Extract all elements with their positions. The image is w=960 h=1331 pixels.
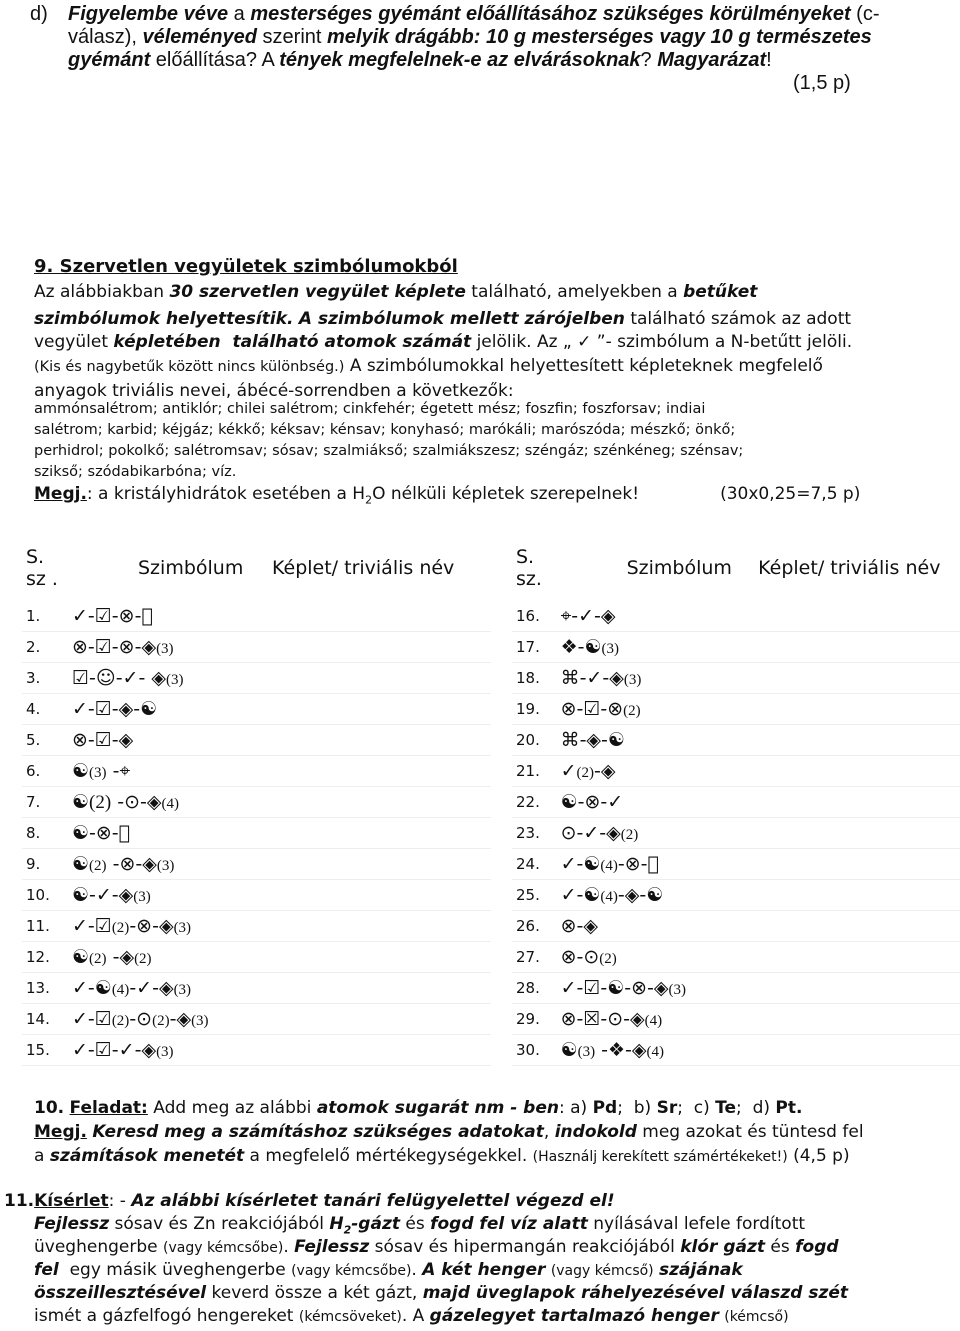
row-answer-cell[interactable]: [754, 911, 960, 942]
row-number: 19.: [512, 694, 557, 725]
table-row: [512, 663, 960, 694]
task-10-line: Megj. Keresd meg a számításhoz szükséges adatokat, indokold meg azokat és tüntesd fel: [34, 1122, 864, 1142]
table-row: [512, 973, 960, 1004]
task-9-line: salétrom; karbid; kéjgáz; kékkő; kéksav; kénsav; konyhasó; marókáli; marószóda; mészkő; önkő;: [34, 422, 736, 438]
row-answer-cell[interactable]: [268, 663, 491, 694]
row-number: 20.: [512, 725, 557, 756]
row-symbol-formula: ⊙-✓-◈(2): [557, 818, 755, 849]
row-answer-cell[interactable]: [754, 787, 960, 818]
row-number: 4.: [22, 694, 68, 725]
row-answer-cell[interactable]: [268, 849, 491, 880]
row-symbol-formula: ✓-☯(4)-⊗-⃠: [557, 849, 755, 880]
table-row: [22, 973, 491, 1004]
row-symbol-formula: ✓-☑-☯-⊗-◈(3): [557, 973, 755, 1004]
row-number: 12.: [22, 942, 68, 973]
row-symbol-formula: ⌘-✓-◈(3): [557, 663, 755, 694]
row-answer-cell[interactable]: [268, 973, 491, 1004]
row-answer-cell[interactable]: [754, 632, 960, 663]
table-row: [22, 942, 491, 973]
row-symbol-formula: ⊗-☒-⊙-◈(4): [557, 1004, 755, 1035]
row-answer-cell[interactable]: [268, 694, 491, 725]
row-number: 3.: [22, 663, 68, 694]
task-9-title: 9. Szervetlen vegyületek szimbólumokból: [34, 256, 458, 277]
row-symbol-formula: ⊗-☑-◈: [68, 725, 268, 756]
table-row: [512, 787, 960, 818]
table-row: [22, 849, 491, 880]
row-symbol-formula: ❖-☯(3): [557, 632, 755, 663]
row-symbol-formula: ✓-☑-⊗-⃠: [68, 601, 268, 632]
row-number: 17.: [512, 632, 557, 663]
table-row: [512, 1035, 960, 1066]
task-9-line: Az alábbiakban 30 szervetlen vegyület képlete található, amelyekben a betűket: [34, 282, 758, 302]
table-row: [512, 601, 960, 632]
task-9-line: perhidrol; pokolkő; salétromsav; sósav; szalmiákső; szalmiákszesz; széngáz; szénkéneg; szénsav;: [34, 443, 744, 459]
task-10-line: 10. Feladat: Add meg az alábbi atomok sugarát nm - ben: a) Pd; b) Sr; c) Te; d) Pt.: [34, 1098, 803, 1118]
row-symbol-formula: ⊗-☑-⊗(2): [557, 694, 755, 725]
table-row: [22, 880, 491, 911]
row-symbol-formula: ⌘-◈-☯: [557, 725, 755, 756]
table-row: [512, 725, 960, 756]
row-number: 26.: [512, 911, 557, 942]
table-row: [22, 725, 491, 756]
table-row: [512, 911, 960, 942]
header-formula: Képlet/ triviális név: [758, 557, 941, 579]
row-number: 25.: [512, 880, 557, 911]
task-11-line: fel egy másik üveghengerbe (vagy kémcsőbe). A két henger (vagy kémcső) szájának: [34, 1260, 743, 1280]
table-row: [512, 756, 960, 787]
row-answer-cell[interactable]: [754, 725, 960, 756]
header-number: S. sz.: [516, 546, 542, 590]
section-d-text: Figyelembe véve a mesterséges gyémánt előállításához szükséges körülményeket (c-válasz), véleményed szerint melyik drágább: 10 g mesterséges vagy 10 g természetes gyémánt előállítása? A tények megfelelnek-e az elvárásoknak? Magyarázat!: [68, 3, 880, 71]
task-9-line: vegyület képletében található atomok számát jelölik. Az „ ✓ ”- szimbólum a N-betűtt jelöli.: [34, 332, 853, 352]
table-header-row: [512, 535, 960, 601]
table-row: [22, 1004, 491, 1035]
table-row: [512, 849, 960, 880]
row-answer-cell[interactable]: [268, 725, 491, 756]
row-answer-cell[interactable]: [754, 849, 960, 880]
row-number: 30.: [512, 1035, 557, 1066]
section-d-points: (1,5 p): [793, 72, 851, 94]
row-number: 1.: [22, 601, 68, 632]
header-symbol: Szimbólum: [626, 557, 732, 579]
row-symbol-formula: ☯(3) -❖-◈(4): [557, 1035, 755, 1066]
table-row: [22, 1035, 491, 1066]
row-symbol-formula: ✓(2)-◈: [557, 756, 755, 787]
task-11-line: ismét a gázfelfogó hengereket (kémcsöveket). A gázelegyet tartalmazó henger (kémcső): [34, 1306, 789, 1326]
row-answer-cell[interactable]: [268, 880, 491, 911]
task-11-line: összeillesztésével keverd össze a két gázt, majd üveglapok ráhelyezésével válaszd szét: [34, 1283, 849, 1303]
row-number: 27.: [512, 942, 557, 973]
row-answer-cell[interactable]: [268, 1004, 491, 1035]
row-number: 28.: [512, 973, 557, 1004]
task-10-line: a számítások menetét a megfelelő mértékegységekkel. (Használj kerekített számértékeket!) (4,5 p): [34, 1146, 850, 1166]
row-symbol-formula: ☯-⊗-✓: [557, 787, 755, 818]
row-symbol-formula: ☯-✓-◈(3): [68, 880, 268, 911]
table-row: [22, 632, 491, 663]
symbol-table-right: [512, 535, 960, 1066]
row-number: 5.: [22, 725, 68, 756]
row-number: 2.: [22, 632, 68, 663]
task-11-line: Fejlessz sósav és Zn reakciójából $H_2$-gázt és fogd fel víz alatt nyílásával lefele fordított: [34, 1214, 806, 1237]
row-answer-cell[interactable]: [268, 911, 491, 942]
row-number: 15.: [22, 1035, 68, 1066]
row-symbol-formula: ✓-☑-✓-◈(3): [68, 1035, 268, 1066]
table-row: [512, 632, 960, 663]
task-9-line: Megj.: a kristályhidrátok esetében a $H_2O$ nélküli képletek szerepelnek! (30x0,25=7,5 p): [34, 484, 861, 507]
task-9-line: anyagok triviális nevei, ábécé-sorrendben a következők:: [34, 381, 514, 401]
row-answer-cell[interactable]: [268, 818, 491, 849]
row-symbol-formula: ☯(3) -⌖: [68, 756, 268, 787]
row-number: 14.: [22, 1004, 68, 1035]
row-symbol-formula: ☯(2) -◈(2): [68, 942, 268, 973]
row-symbol-formula: ✓-☑-◈-☯: [68, 694, 268, 725]
row-answer-cell[interactable]: [268, 942, 491, 973]
row-number: 21.: [512, 756, 557, 787]
row-number: 24.: [512, 849, 557, 880]
row-answer-cell[interactable]: [754, 694, 960, 725]
row-answer-cell[interactable]: [754, 1035, 960, 1066]
row-answer-cell[interactable]: [754, 756, 960, 787]
row-answer-cell[interactable]: [268, 601, 491, 632]
table-row: [512, 1004, 960, 1035]
row-symbol-formula: ⊗-◈: [557, 911, 755, 942]
table-header-row: [22, 535, 491, 601]
row-number: 8.: [22, 818, 68, 849]
row-number: 7.: [22, 787, 68, 818]
row-answer-cell[interactable]: [754, 818, 960, 849]
row-number: 29.: [512, 1004, 557, 1035]
row-number: 16.: [512, 601, 557, 632]
row-answer-cell[interactable]: [754, 663, 960, 694]
task-9-line: ammónsalétrom; antiklór; chilei salétrom; cinkfehér; égetett mész; foszfin; foszforsav; indiai: [34, 401, 706, 417]
row-symbol-formula: ⌖-✓-◈: [557, 601, 755, 632]
header-symbol: Szimbólum: [138, 557, 244, 579]
row-answer-cell[interactable]: [754, 1004, 960, 1035]
row-answer-cell[interactable]: [754, 942, 960, 973]
table-row: [22, 756, 491, 787]
row-answer-cell[interactable]: [268, 632, 491, 663]
row-number: 18.: [512, 663, 557, 694]
header-formula: Képlet/ triviális név: [272, 557, 455, 579]
row-number: 23.: [512, 818, 557, 849]
table-row: [22, 787, 491, 818]
row-answer-cell[interactable]: [754, 973, 960, 1004]
row-symbol-formula: ☯(2) -⊙-◈(4): [68, 787, 268, 818]
table-row: [22, 694, 491, 725]
section-d-label: d): [30, 3, 48, 25]
row-number: 13.: [22, 973, 68, 1004]
table-row: [512, 942, 960, 973]
table-row: [22, 818, 491, 849]
table-row: [512, 818, 960, 849]
row-number: 6.: [22, 756, 68, 787]
row-symbol-formula: ✓-☯(4)-◈-☯: [557, 880, 755, 911]
table-row: [22, 601, 491, 632]
row-answer-cell[interactable]: [268, 1035, 491, 1066]
row-symbol-formula: ☑-☺-✓- ◈(3): [68, 663, 268, 694]
row-symbol-formula: ✓-☑(2)-⊙(2)-◈(3): [68, 1004, 268, 1035]
symbol-table-left: [22, 535, 491, 1066]
row-symbol-formula: ⊗-☑-⊗-◈(3): [68, 632, 268, 663]
row-number: 11.: [22, 911, 68, 942]
task-9-line: (Kis és nagybetűk között nincs különbség.) A szimbólumokkal helyettesített képleteknek megfelelő: [34, 356, 823, 376]
row-number: 10.: [22, 880, 68, 911]
task-11-line: 11.Kísérlet: - Az alábbi kísérletet tanári felügyelettel végezd el!: [4, 1191, 615, 1211]
row-answer-cell[interactable]: [268, 756, 491, 787]
table-row: [22, 911, 491, 942]
row-symbol-formula: ⊗-⊙(2): [557, 942, 755, 973]
row-number: 22.: [512, 787, 557, 818]
task-11-line: üveghengerbe (vagy kémcsőbe). Fejlessz sósav és hipermangán reakciójából klór gázt és fogd: [34, 1237, 839, 1257]
row-symbol-formula: ☯(2) -⊗-◈(3): [68, 849, 268, 880]
table-row: [22, 663, 491, 694]
row-answer-cell[interactable]: [268, 787, 491, 818]
row-answer-cell[interactable]: [754, 880, 960, 911]
row-symbol-formula: ✓-☯(4)-✓-◈(3): [68, 973, 268, 1004]
header-number: S. sz .: [26, 546, 58, 590]
task-9-line: szimbólumok helyettesítik. A szimbólumok mellett zárójelben található számok az adott: [34, 309, 852, 329]
row-symbol-formula: ☯-⊗-⃠: [68, 818, 268, 849]
row-answer-cell[interactable]: [754, 601, 960, 632]
row-symbol-formula: ✓-☑(2)-⊗-◈(3): [68, 911, 268, 942]
table-row: [512, 694, 960, 725]
row-number: 9.: [22, 849, 68, 880]
task-9-line: szikső; szódabikarbóna; víz.: [34, 464, 237, 480]
table-row: [512, 880, 960, 911]
